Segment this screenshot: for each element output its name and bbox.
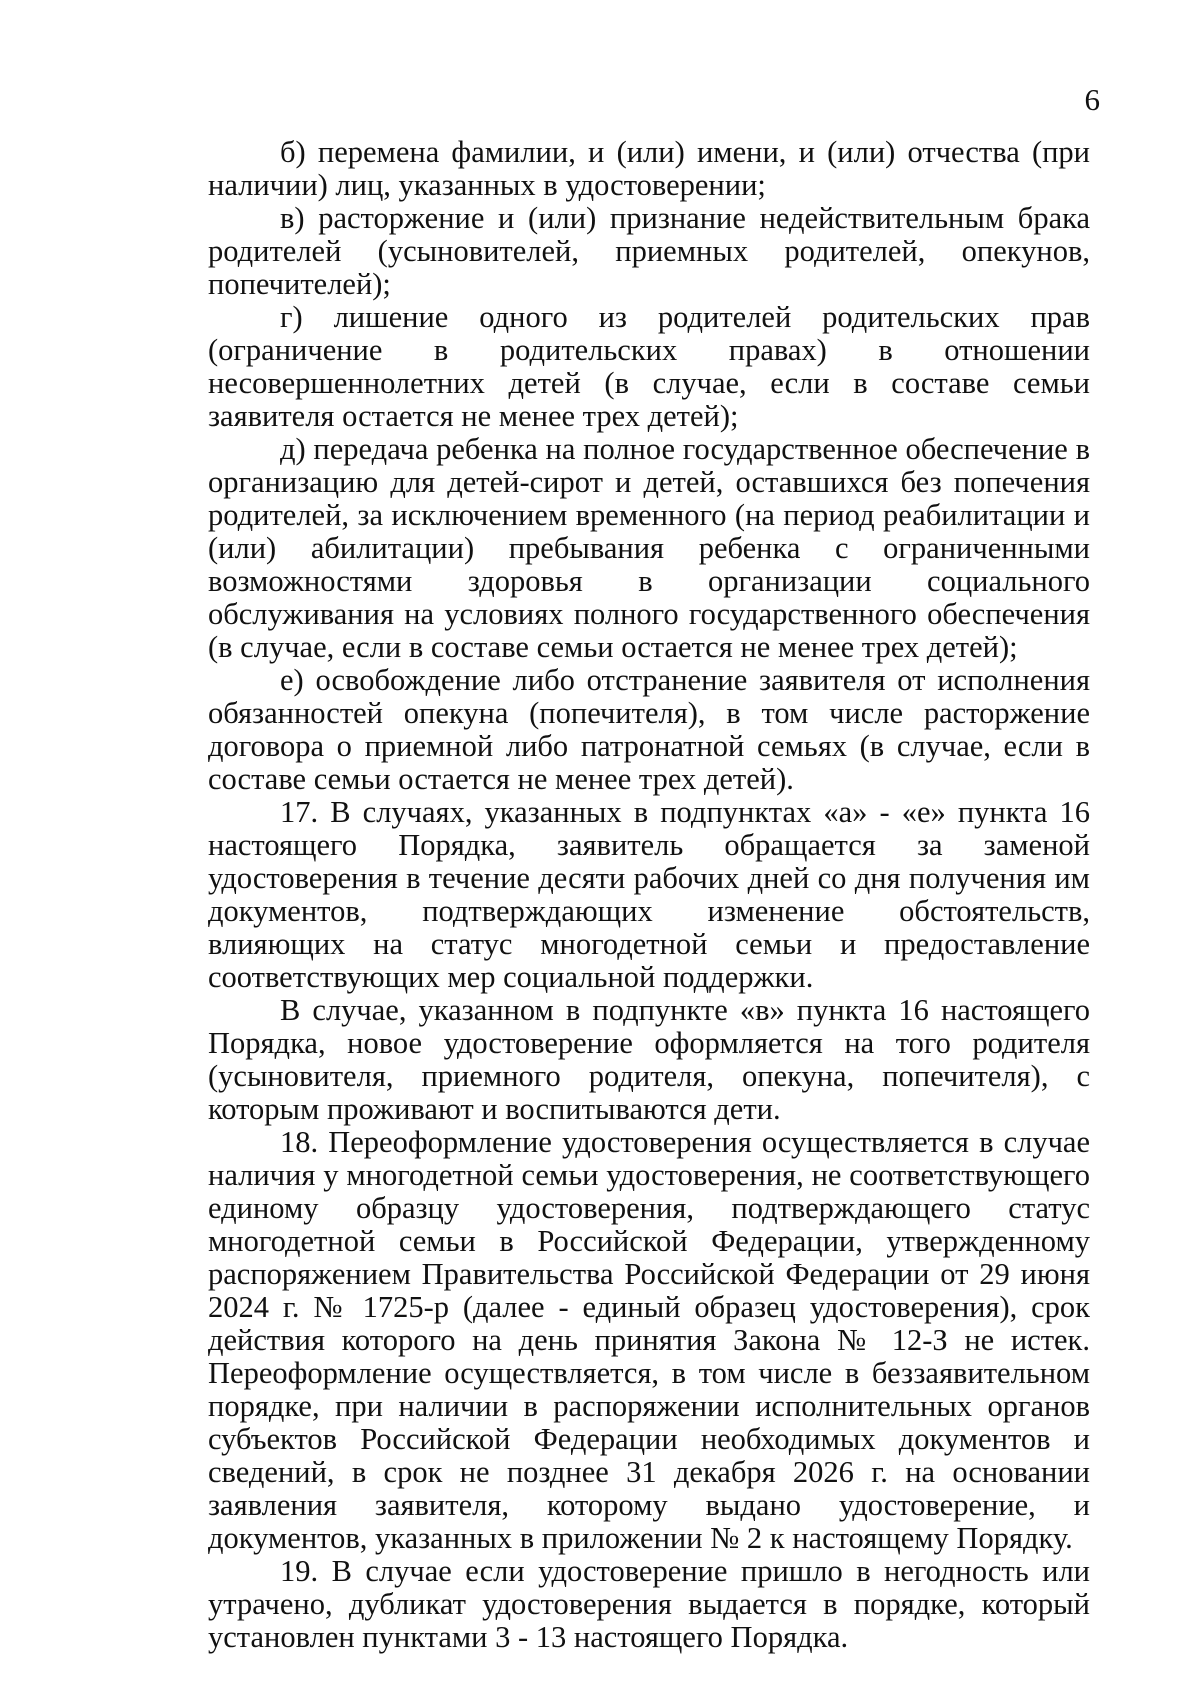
page-number: 6 — [1084, 82, 1100, 117]
paragraph-clause-17-continued: В случае, указанном в подпункте «в» пункта 16 настоящего Порядка, новое удостоверение оформляется на того родителя (усыновителя, приемного родителя, опекуна, попечителя), с которым проживают и воспитываются дети. — [208, 993, 1090, 1126]
paragraph-item-d: д) передача ребенка на полное государственное обеспечение в организацию для детей-сирот и детей, оставшихся без попечения родителей, за исключением временного (на период реабилитации и (или) абилитации) пребывания ребенка с ограниченными возможностями здоровья в организации социального обслуживания на условиях полного государственного обеспечения (в случае, если в составе семьи остается не менее трех детей); — [208, 432, 1090, 664]
paragraph-clause-19: 19. В случае если удостоверение пришло в негодность или утрачено, дубликат удостоверения выдается в порядке, который установлен пунктами 3 - 13 настоящего Порядка. — [208, 1554, 1090, 1654]
paragraph-item-e: е) освобождение либо отстранение заявителя от исполнения обязанностей опекуна (попечителя), в том числе расторжение договора о приемной либо патронатной семьях (в случае, если в составе семьи остается не менее трех детей). — [208, 663, 1090, 796]
paragraph-item-g: г) лишение одного из родителей родительских прав (ограничение в родительских правах) в отношении несовершеннолетних детей (в случае, если в составе семьи заявителя остается не менее трех детей); — [208, 300, 1090, 433]
paragraph-item-v: в) расторжение и (или) признание недействительным брака родителей (усыновителей, приемных родителей, опекунов, попечителей); — [208, 201, 1090, 301]
paragraph-clause-17: 17. В случаях, указанных в подпунктах «а» - «е» пункта 16 настоящего Порядка, заявитель обращается за заменой удостоверения в течение десяти рабочих дней со дня получения им документов, подтверждающих изменение обстоятельств, влияющих на статус многодетной семьи и предоставление соответствующих мер социальной поддержки. — [208, 795, 1090, 994]
paragraph-clause-18: 18. Переоформление удостоверения осуществляется в случае наличия у многодетной семьи удостоверения, не соответствующего единому образцу удостоверения, подтверждающего статус многодетной семьи в Российской Федерации, утвержденному распоряжением Правительства Российской Федерации от 29 июня 2024 г. № 1725-р (далее - единый образец удостоверения), срок действия которого на день принятия Закона № 12-З не истек. Переоформление осуществляется, в том числе в беззаявительном порядке, при наличии в распоряжении исполнительных органов субъектов Российской Федерации необходимых документов и сведений, в срок не позднее 31 декабря 2026 г. на основании заявления заявителя, которому выдано удостоверение, и документов, указанных в приложении № 2 к настоящему Порядку. — [208, 1125, 1090, 1555]
document-body — [208, 136, 1090, 1654]
paragraph-item-b: б) перемена фамилии, и (или) имени, и (или) отчества (при наличии) лиц, указанных в удостоверении; — [208, 135, 1090, 202]
